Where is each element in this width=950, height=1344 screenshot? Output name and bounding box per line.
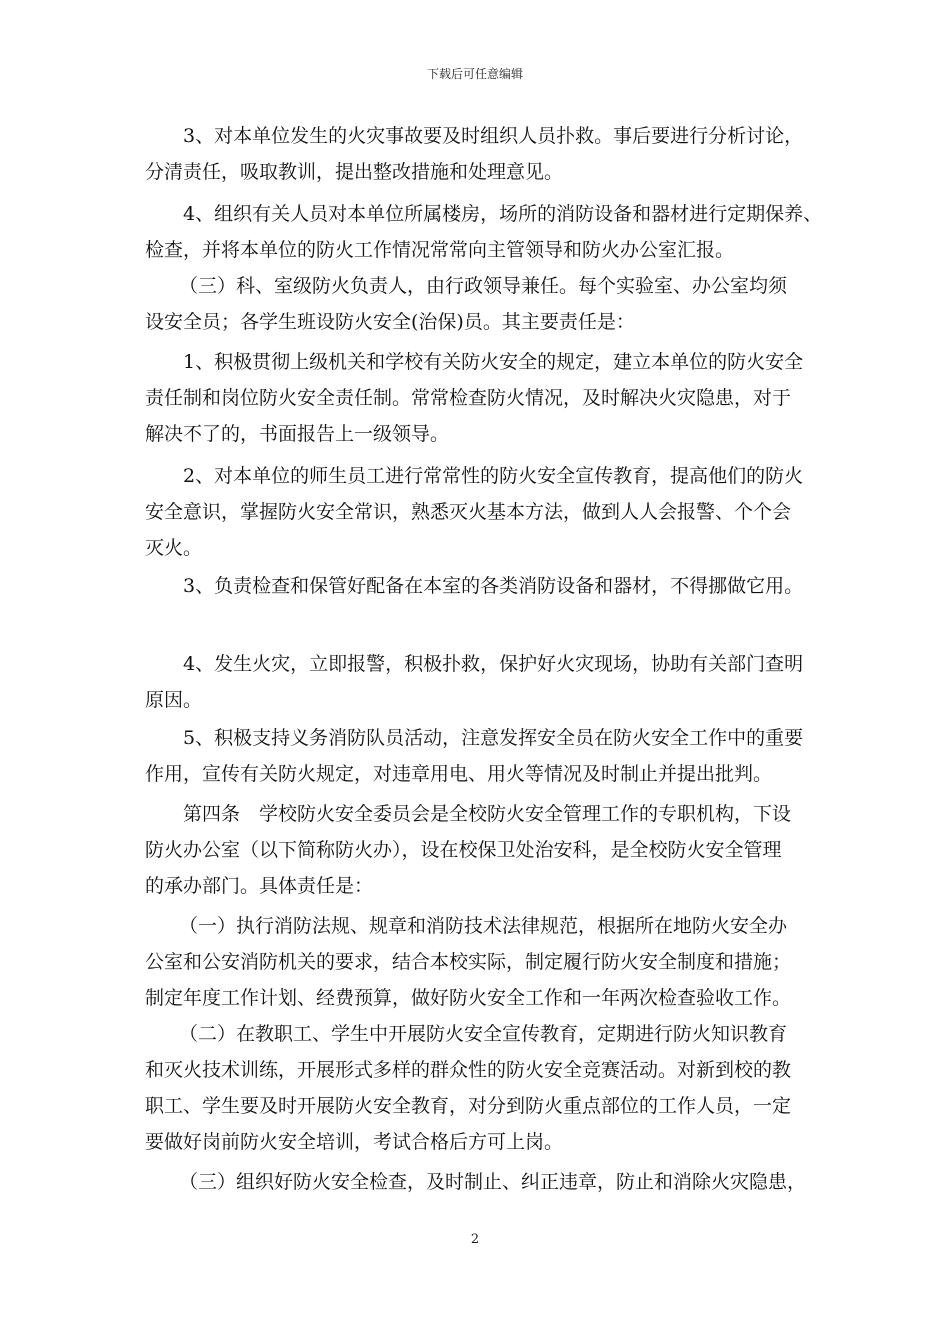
paragraph-line: 原因。 — [145, 689, 203, 711]
paragraph-line: 灭火。 — [145, 537, 203, 559]
paragraph — [145, 1016, 815, 1160]
paragraph — [145, 646, 815, 718]
paragraph-line: 3、对本单位发生的火灾事故要及时组织人员扑救。事后要进行分析讨论， — [183, 125, 804, 147]
paragraph-line: （一）执行消防法规、规章和消防技术法律规范，根据所在地防火安全办 — [179, 915, 788, 937]
paragraph-line: 和灭火技术训练，开展形式多样的群众性的防火安全竞赛活动。对新到校的教 — [145, 1059, 792, 1081]
paragraph-line: 分清责任，吸取教训，提出整改措施和处理意见。 — [145, 161, 564, 183]
paragraph — [145, 908, 815, 1016]
paragraph-line: 5、积极支持义务消防队员活动，注意发挥安全员在防火安全工作中的重要 — [183, 727, 804, 749]
paragraph — [145, 196, 823, 268]
paragraph-line: 2、对本单位的师生员工进行常常性的防火安全宣传教育，提高他们的防火 — [183, 465, 804, 487]
paragraph-line: 要做好岗前防火安全培训，考试合格后方可上岗。 — [145, 1131, 564, 1153]
paragraph — [145, 568, 815, 604]
paragraph-line: 作用，宣传有关防火规定，对违章用电、用火等情况及时制止并提出批判。 — [145, 763, 773, 785]
page-number: 2 — [470, 1232, 480, 1247]
paragraph — [145, 796, 815, 904]
paragraph — [145, 1164, 815, 1200]
paragraph-line: 职工、学生要及时开展防火安全教育，对分到防火重点部位的工作人员，一定 — [145, 1095, 792, 1117]
paragraph-line: 公室和公安消防机关的要求，结合本校实际，制定履行防火安全制度和措施； — [145, 951, 792, 973]
paragraph-line: 第四条 学校防火安全委员会是全校防火安全管理工作的专职机构，下设 — [183, 803, 792, 825]
paragraph-line: 防火办公室（以下简称防火办），设在校保卫处治安科，是全校防火安全管理 — [145, 839, 782, 861]
paragraph-line: 责任制和岗位防火安全责任制。常常检查防火情况，及时解决火灾隐患，对于 — [145, 387, 792, 409]
paragraph-line: 解决不了的，书面报告上一级领导。 — [145, 423, 450, 445]
paragraph — [145, 720, 815, 792]
page-header: 下载后可任意编辑 — [426, 67, 523, 81]
paragraph-line: 1、积极贯彻上级机关和学校有关防火安全的规定，建立本单位的防火安全 — [183, 351, 804, 373]
paragraph-line: 3、负责检查和保管好配备在本室的各类消防设备和器材，不得挪做它用。 — [183, 575, 804, 597]
paragraph-line: 检查，并将本单位的防火工作情况常常向主管领导和防火办公室汇报。 — [145, 239, 735, 261]
paragraph-line: 设安全员；各学生班设防火安全(治保)员。其主要责任是： — [145, 311, 635, 333]
paragraph-line: （二）在教职工、学生中开展防火安全宣传教育，定期进行防火知识教育 — [179, 1023, 788, 1045]
paragraph-line: （三）组织好防火安全检查，及时制止、纠正违章，防止和消除火灾隐患， — [179, 1171, 807, 1193]
paragraph-line: 4、组织有关人员对本单位所属楼房，场所的消防设备和器材进行定期保养、 — [183, 203, 823, 225]
paragraph-line: 的承办部门。具体责任是： — [145, 875, 374, 897]
paragraph — [145, 458, 815, 566]
paragraph-line: 4、发生火灾，立即报警，积极扑救，保护好火灾现场，协助有关部门查明 — [183, 653, 804, 675]
paragraph — [145, 268, 815, 340]
paragraph — [145, 344, 815, 452]
paragraph-line: 安全意识，掌握防火安全常识，熟悉灭火基本方法，做到人人会报警、个个会 — [145, 501, 792, 523]
paragraph-line: （三）科、室级防火负责人，由行政领导兼任。每个实验室、办公室均须 — [179, 275, 788, 297]
paragraph-line: 制定年度工作计划、经费预算，做好防火安全工作和一年两次检查验收工作。 — [145, 987, 792, 1009]
paragraph — [145, 118, 815, 190]
